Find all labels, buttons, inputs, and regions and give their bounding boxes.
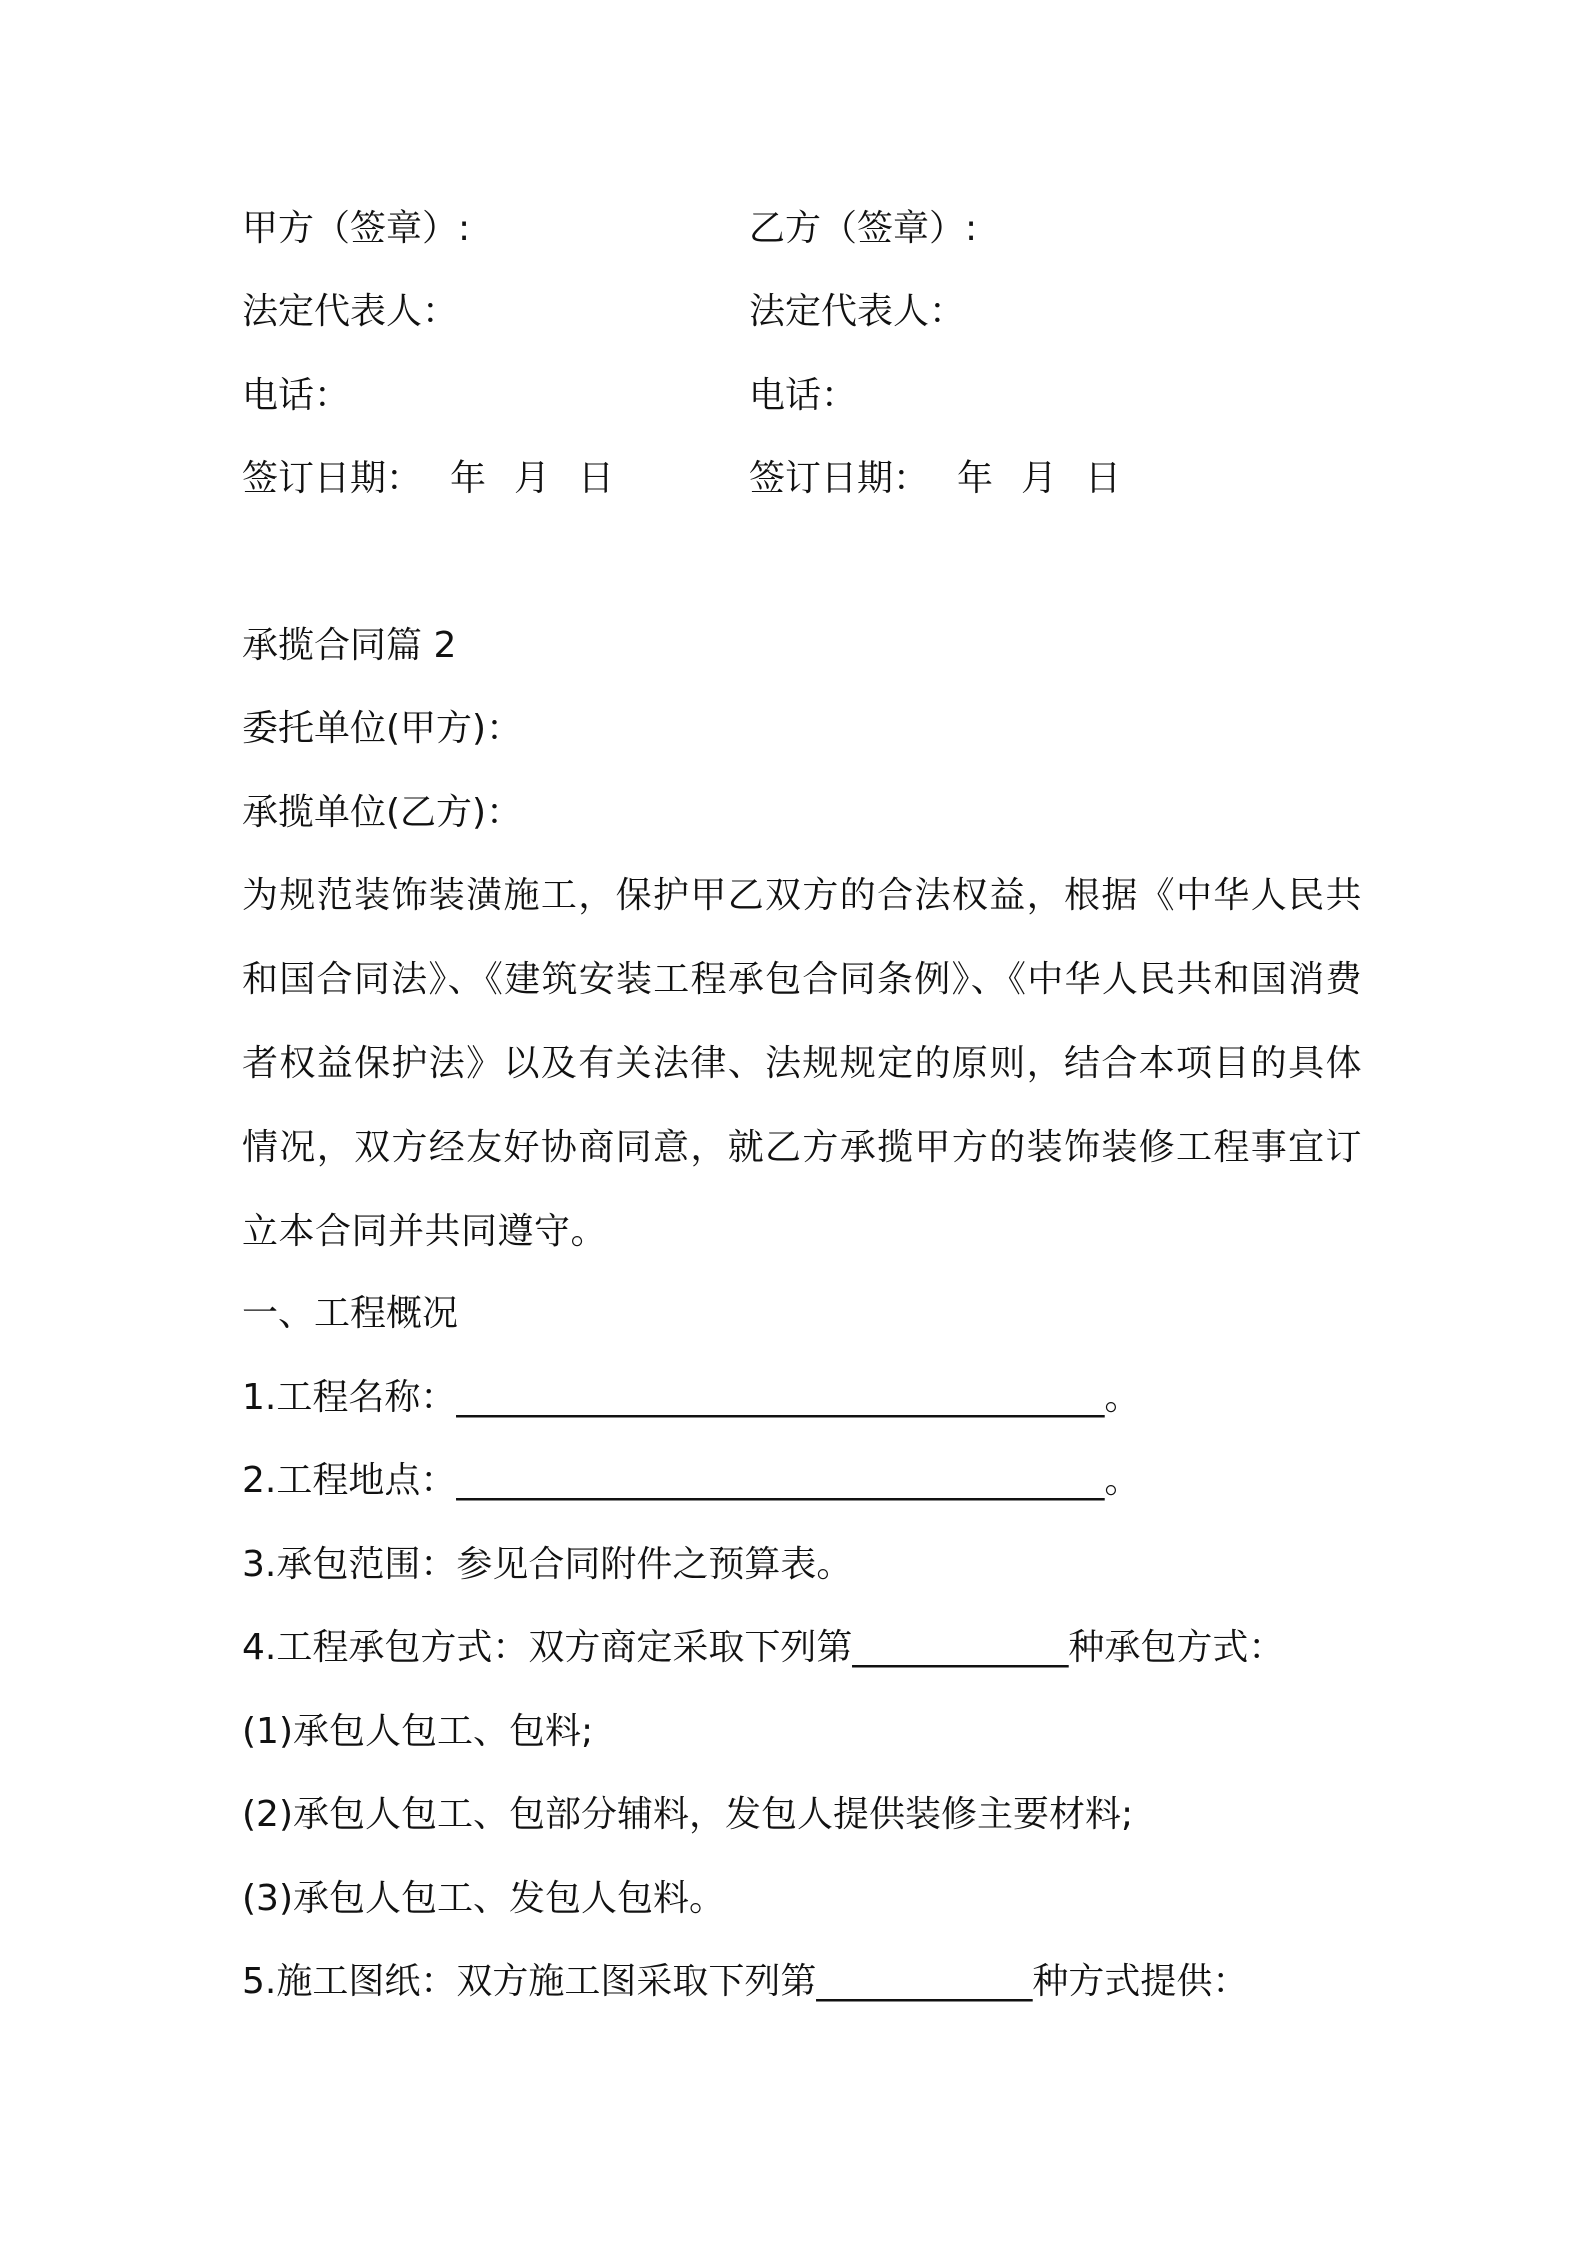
party-a-date-year: 年	[450, 458, 487, 499]
contract-title: 承揽合同篇 2	[242, 625, 457, 666]
method-option-2: (2)承包人包工、包部分辅料，发包人提供装修主要材料;	[242, 1794, 1134, 1835]
contractor-label: 承揽单位(乙方)：	[242, 792, 523, 833]
section-project-overview: 一、工程概况	[242, 1293, 459, 1334]
party-b-date-day: 日	[1085, 458, 1122, 499]
party-a-date-label: 签订日期：	[242, 458, 423, 499]
party-b-date-row	[749, 457, 1121, 501]
drawings-item: 5.施工图纸：双方施工图采取下列第____________种方式提供：	[242, 1961, 1249, 2002]
party-b-signature-label: 乙方（签章）:	[749, 208, 978, 249]
party-a-signature-label: 甲方（签章）:	[242, 208, 471, 249]
contract-preamble: 为规范装饰装潢施工，保护甲乙双方的合法权益，根据《中华人民共和国合同法》、《建筑安装工程承包合同条例》、《中华人民共和国消费者权益保护法》以及有关法律、法规规定的原则，结合本项目的具体情况，双方经友好协商同意，就乙方承揽甲方的装饰装修工程事宜订立本合同并共同遵守。	[242, 875, 1362, 1252]
project-name-item: 1.工程名称：____________________________________。	[242, 1377, 1141, 1418]
project-location-item: 2.工程地点：____________________________________。	[242, 1460, 1141, 1501]
party-b-date-label: 签订日期：	[749, 458, 930, 499]
method-option-1: (1)承包人包工、包料;	[242, 1711, 594, 1752]
party-a-date-day: 日	[578, 458, 615, 499]
contract-method-item: 4.工程承包方式：双方商定采取下列第____________种承包方式：	[242, 1627, 1285, 1668]
party-b-date-year: 年	[957, 458, 994, 499]
party-b-phone-label: 电话：	[749, 375, 858, 416]
method-option-3: (3)承包人包工、发包人包料。	[242, 1878, 725, 1919]
party-a-representative-label: 法定代表人：	[242, 291, 459, 332]
scope-item: 3.承包范围：参见合同附件之预算表。	[242, 1544, 853, 1585]
party-a-phone-label: 电话：	[242, 375, 351, 416]
party-a-date-month: 月	[514, 458, 551, 499]
party-b-representative-label: 法定代表人：	[749, 291, 966, 332]
client-label: 委托单位(甲方)：	[242, 708, 523, 749]
party-b-date-month: 月	[1021, 458, 1058, 499]
party-a-date-row	[242, 457, 614, 501]
